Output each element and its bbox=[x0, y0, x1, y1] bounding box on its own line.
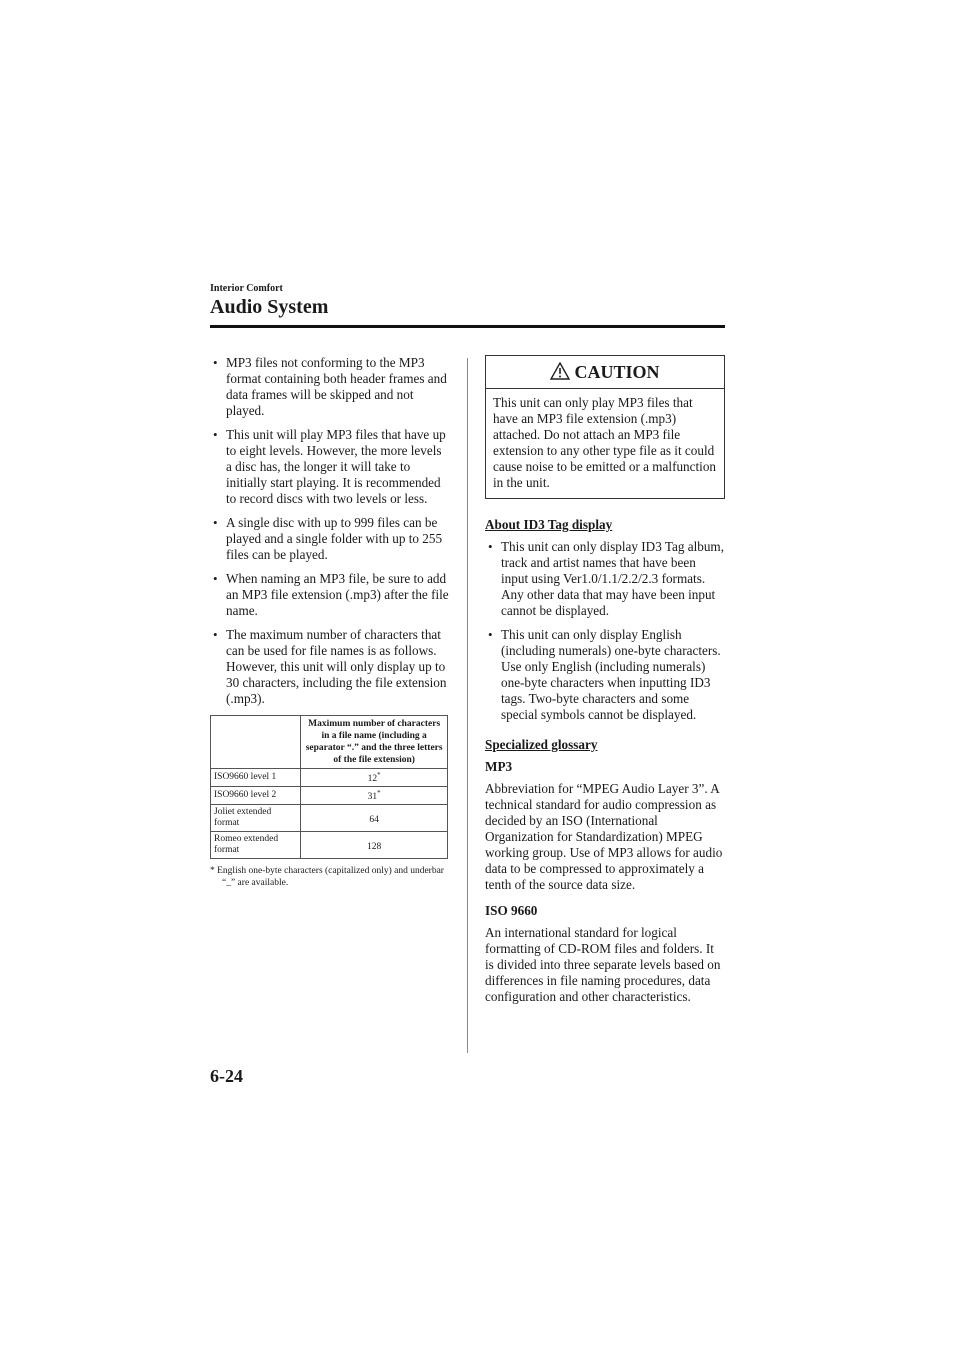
bullet-icon: • bbox=[213, 427, 218, 442]
bullet-icon: • bbox=[488, 627, 493, 642]
caution-box bbox=[485, 355, 725, 499]
title-rule bbox=[210, 325, 725, 328]
glossary-definition: Abbreviation for “MPEG Audio Layer 3”. A technical standard for audio compression as decided by an ISO (International Organization for Standardization) MPEG working group. Use of MP3 allows for audio data to be compressed to approximately a tenth of the source data size. bbox=[485, 781, 723, 892]
footnote-mark: * bbox=[377, 771, 381, 779]
glossary-definition: An international standard for logical formatting of CD-ROM files and folders. It is divided into three separate levels based on differences in file naming procedures, data configuration and other characteristics. bbox=[485, 925, 721, 1004]
value-cell: 12* bbox=[301, 769, 448, 787]
format-cell: ISO9660 level 1 bbox=[211, 769, 301, 787]
table-footnote: * English one-byte characters (capitalized only) and underbar “_” are available. bbox=[210, 866, 444, 889]
glossary-heading: Specialized glossary bbox=[485, 737, 598, 752]
list-item: • This unit can only display ID3 Tag album, track and artist names that have been input using Ver1.0/1.1/2.2/2.3 formats. Any other data that may have been input cannot be displayed. bbox=[488, 539, 724, 618]
format-cell: ISO9660 level 2 bbox=[211, 787, 301, 805]
glossary-term: ISO 9660 bbox=[485, 903, 538, 918]
glossary-term: MP3 bbox=[485, 759, 513, 774]
bullet-icon: • bbox=[213, 627, 218, 642]
column-divider bbox=[467, 358, 468, 1053]
section-label: Interior Comfort bbox=[210, 283, 283, 294]
list-item: • MP3 files not conforming to the MP3 format containing both header frames and data frames will be skipped and not played. bbox=[213, 355, 447, 418]
table-header: Maximum number of characters in a file name (including a separator “.” and the three letters of the file extension) bbox=[301, 716, 448, 769]
table-row bbox=[211, 787, 448, 805]
format-cell: Romeo extended format bbox=[211, 832, 301, 859]
list-item: • The maximum number of characters that can be used for file names is as follows. However, this unit will only display up to 30 characters, including the file extension (.mp3). bbox=[213, 627, 447, 706]
id3-notes-list bbox=[485, 539, 725, 723]
list-item: • A single disc with up to 999 files can be played and a single folder with up to 255 files can be played. bbox=[213, 515, 443, 562]
format-cell: Joliet extended format bbox=[211, 805, 301, 832]
footnote-mark: * bbox=[377, 789, 381, 798]
value-cell: 64 bbox=[301, 805, 448, 832]
caution-title: CAUTION bbox=[574, 362, 660, 382]
value-cell: 128 bbox=[301, 832, 448, 859]
page-number: 6-24 bbox=[210, 1066, 243, 1086]
filename-length-table bbox=[210, 715, 448, 859]
table-row bbox=[211, 769, 448, 787]
mp3-notes-list bbox=[210, 355, 450, 707]
table-row bbox=[211, 832, 448, 859]
bullet-icon: • bbox=[213, 515, 218, 530]
table-empty-cell bbox=[211, 716, 301, 769]
bullet-icon: • bbox=[488, 539, 493, 554]
table-header-row bbox=[211, 716, 448, 769]
bullet-icon: • bbox=[213, 571, 218, 586]
warning-triangle-icon bbox=[550, 362, 570, 380]
list-item: • This unit can only display English (including numerals) one-byte characters. Use only English (including numerals) one-byte characters when inputting ID3 tags. Two-byte characters and some special symbols cannot be displayed. bbox=[488, 627, 721, 722]
caution-text: This unit can only play MP3 files that have an MP3 file extension (.mp3) attached. Do not attach an MP3 file extension to any other type file as it could cause noise to be emitted or a malfunction in the unit. bbox=[493, 395, 717, 490]
id3-heading: About ID3 Tag display bbox=[485, 517, 613, 532]
value-cell: 31* bbox=[301, 787, 448, 805]
page-title: Audio System bbox=[210, 296, 329, 318]
right-column bbox=[485, 355, 725, 1015]
left-column bbox=[210, 355, 450, 889]
list-item: • This unit will play MP3 files that have up to eight levels. However, the more levels a disc has, the longer it will take to initially start playing. It is recommended to record discs with two levels or less. bbox=[213, 427, 446, 506]
table-row bbox=[211, 805, 448, 832]
caution-header bbox=[486, 356, 724, 389]
bullet-icon: • bbox=[213, 355, 218, 370]
list-item: • When naming an MP3 file, be sure to add an MP3 file extension (.mp3) after the file name. bbox=[213, 571, 449, 618]
